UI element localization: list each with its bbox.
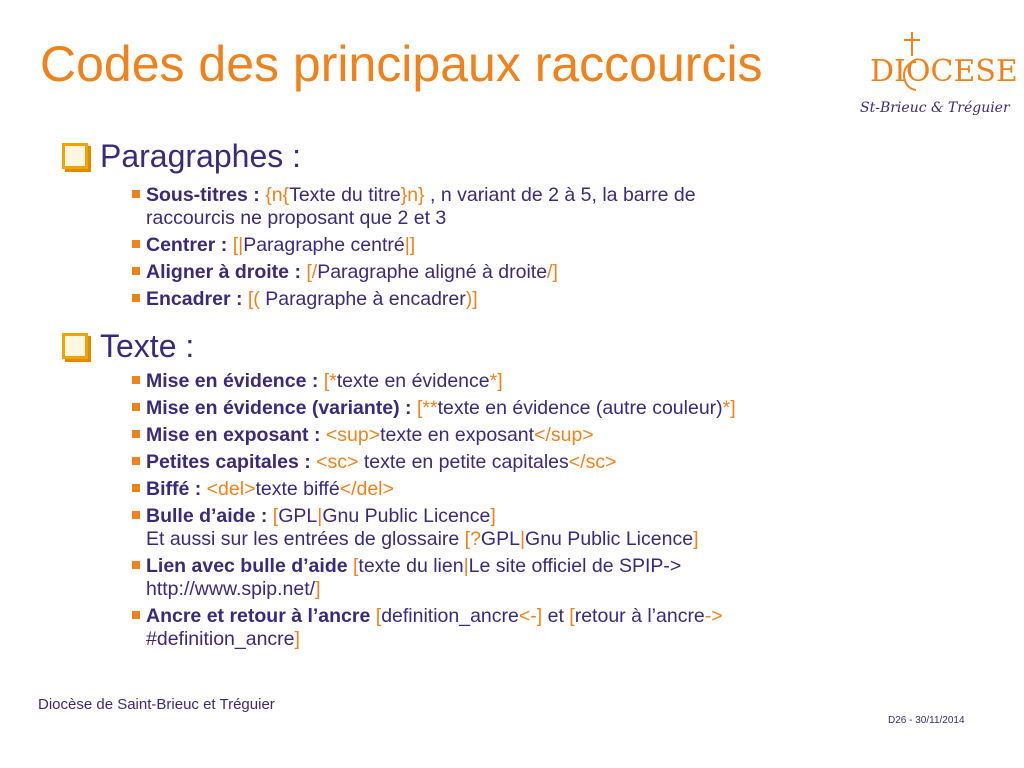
shortcut-code: *] [489,370,503,392]
item-label: Lien avec bulle d’aide [146,555,348,577]
shortcut-code: )] [465,288,478,310]
square-bullet-icon [132,267,140,275]
logo-subtitle: St-Brieuc & Tréguier [860,100,1010,116]
shortcut-code: [/ [306,261,318,283]
shortcut-code: [* [323,370,337,392]
shortcut-code: <-] [518,605,543,627]
square-bullet-icon [132,240,140,248]
list-item: Encadrer : [( Paragraphe à encadrer)] [130,288,1000,311]
item-label: Biffé : [146,478,202,500]
item-label: Mise en exposant : [146,424,321,446]
square-bullet-icon [132,511,140,519]
list-item: Sous-titres : {n{Texte du titre}n} , n variant de 2 à 5, la barre de raccourcis ne proposant que 2 et 3 [130,184,1000,230]
section-items [130,184,1000,315]
shortcut-code: -> [704,605,723,627]
square-bullet-icon [132,376,140,384]
shortcut-code: [ [375,605,382,627]
section-label: Paragraphes : [100,138,302,174]
list-item: Centrer : [|Paragraphe centré|] [130,234,1000,257]
shortcut-code: </sup> [534,424,594,446]
list-item: Biffé : <del>texte biffé</del> [130,478,1000,501]
shortcut-code: | [519,528,526,550]
shortcut-code: </sc> [568,451,617,473]
shortcut-code: ] [693,528,699,550]
shortcut-code: [? [464,528,481,550]
shortcut-code: | [463,555,469,577]
checkbox-bullet-icon [62,143,88,169]
slide-title: Codes des principaux raccourcis [40,36,763,92]
shortcut-code: [ [569,605,575,627]
footer-reference: D26 - 30/11/2014 [888,715,965,726]
shortcut-code: [| [232,234,244,256]
logo-text: DIOCESE [870,54,1018,89]
list-item: Ancre et retour à l’ancre [definition_ancre<-] et [retour à l’ancre-> #definition_ancre] [130,605,1000,651]
shortcut-code: ] [294,628,300,650]
shortcut-code: [ [272,505,279,527]
shortcut-code: |] [404,234,416,256]
shortcut-code: <sc> [316,451,359,473]
shortcut-code: <sup> [325,424,381,446]
shortcut-code: ] [315,578,321,600]
item-label: Aligner à droite : [146,261,301,283]
shortcut-code: [** [416,397,438,419]
item-label: Petites capitales : [146,451,311,473]
shortcut-code: *] [722,397,736,419]
square-bullet-icon [132,457,140,465]
square-bullet-icon [132,611,140,619]
shortcut-code: [ [353,555,359,577]
list-item: Lien avec bulle d’aide [texte du lien|Le site officiel de SPIP-> http://www.spip.net/] [130,555,1000,601]
section-items [130,370,1000,655]
square-bullet-icon [132,403,140,411]
item-label: Sous-titres : [146,184,260,206]
item-label: Bulle d’aide : [146,505,268,527]
list-item: Mise en évidence (variante) : [**texte en évidence (autre couleur)*] [130,397,1000,420]
item-label: Mise en évidence (variante) : [146,397,412,419]
list-item: Mise en exposant : <sup>texte en exposant</sup> [130,424,1000,447]
item-label: Centrer : [146,234,228,256]
list-item: Mise en évidence : [*texte en évidence*] [130,370,1000,393]
section-texte [62,326,194,366]
square-bullet-icon [132,190,140,198]
shortcut-code: }n} [400,184,425,206]
checkbox-bullet-icon [62,333,88,359]
shortcut-code: {n{ [265,184,290,206]
list-item: Bulle d’aide : [GPL|Gnu Public Licence] Et aussi sur les entrées de glossaire [?GPL|Gnu Public Licence] [130,505,1000,551]
shortcut-code: /] [547,261,558,283]
shortcut-code: | [317,505,323,527]
square-bullet-icon [132,561,140,569]
section-paragraphes [62,136,301,176]
shortcut-code: [( [247,288,260,310]
footer-organization: Diocèse de Saint-Brieuc et Tréguier [38,696,275,713]
shortcut-code: <del> [206,478,256,500]
list-item: Petites capitales : <sc> texte en petite capitales</sc> [130,451,1000,474]
shortcut-code: </del> [339,478,394,500]
diocese-logo [856,28,1018,124]
square-bullet-icon [132,430,140,438]
shortcut-code: ] [490,505,496,527]
item-label: Ancre et retour à l’ancre [146,605,371,627]
item-label: Encadrer : [146,288,243,310]
square-bullet-icon [132,294,140,302]
square-bullet-icon [132,484,140,492]
section-label: Texte : [100,328,195,364]
list-item: Aligner à droite : [/Paragraphe aligné à droite/] [130,261,1000,284]
item-label: Mise en évidence : [146,370,319,392]
